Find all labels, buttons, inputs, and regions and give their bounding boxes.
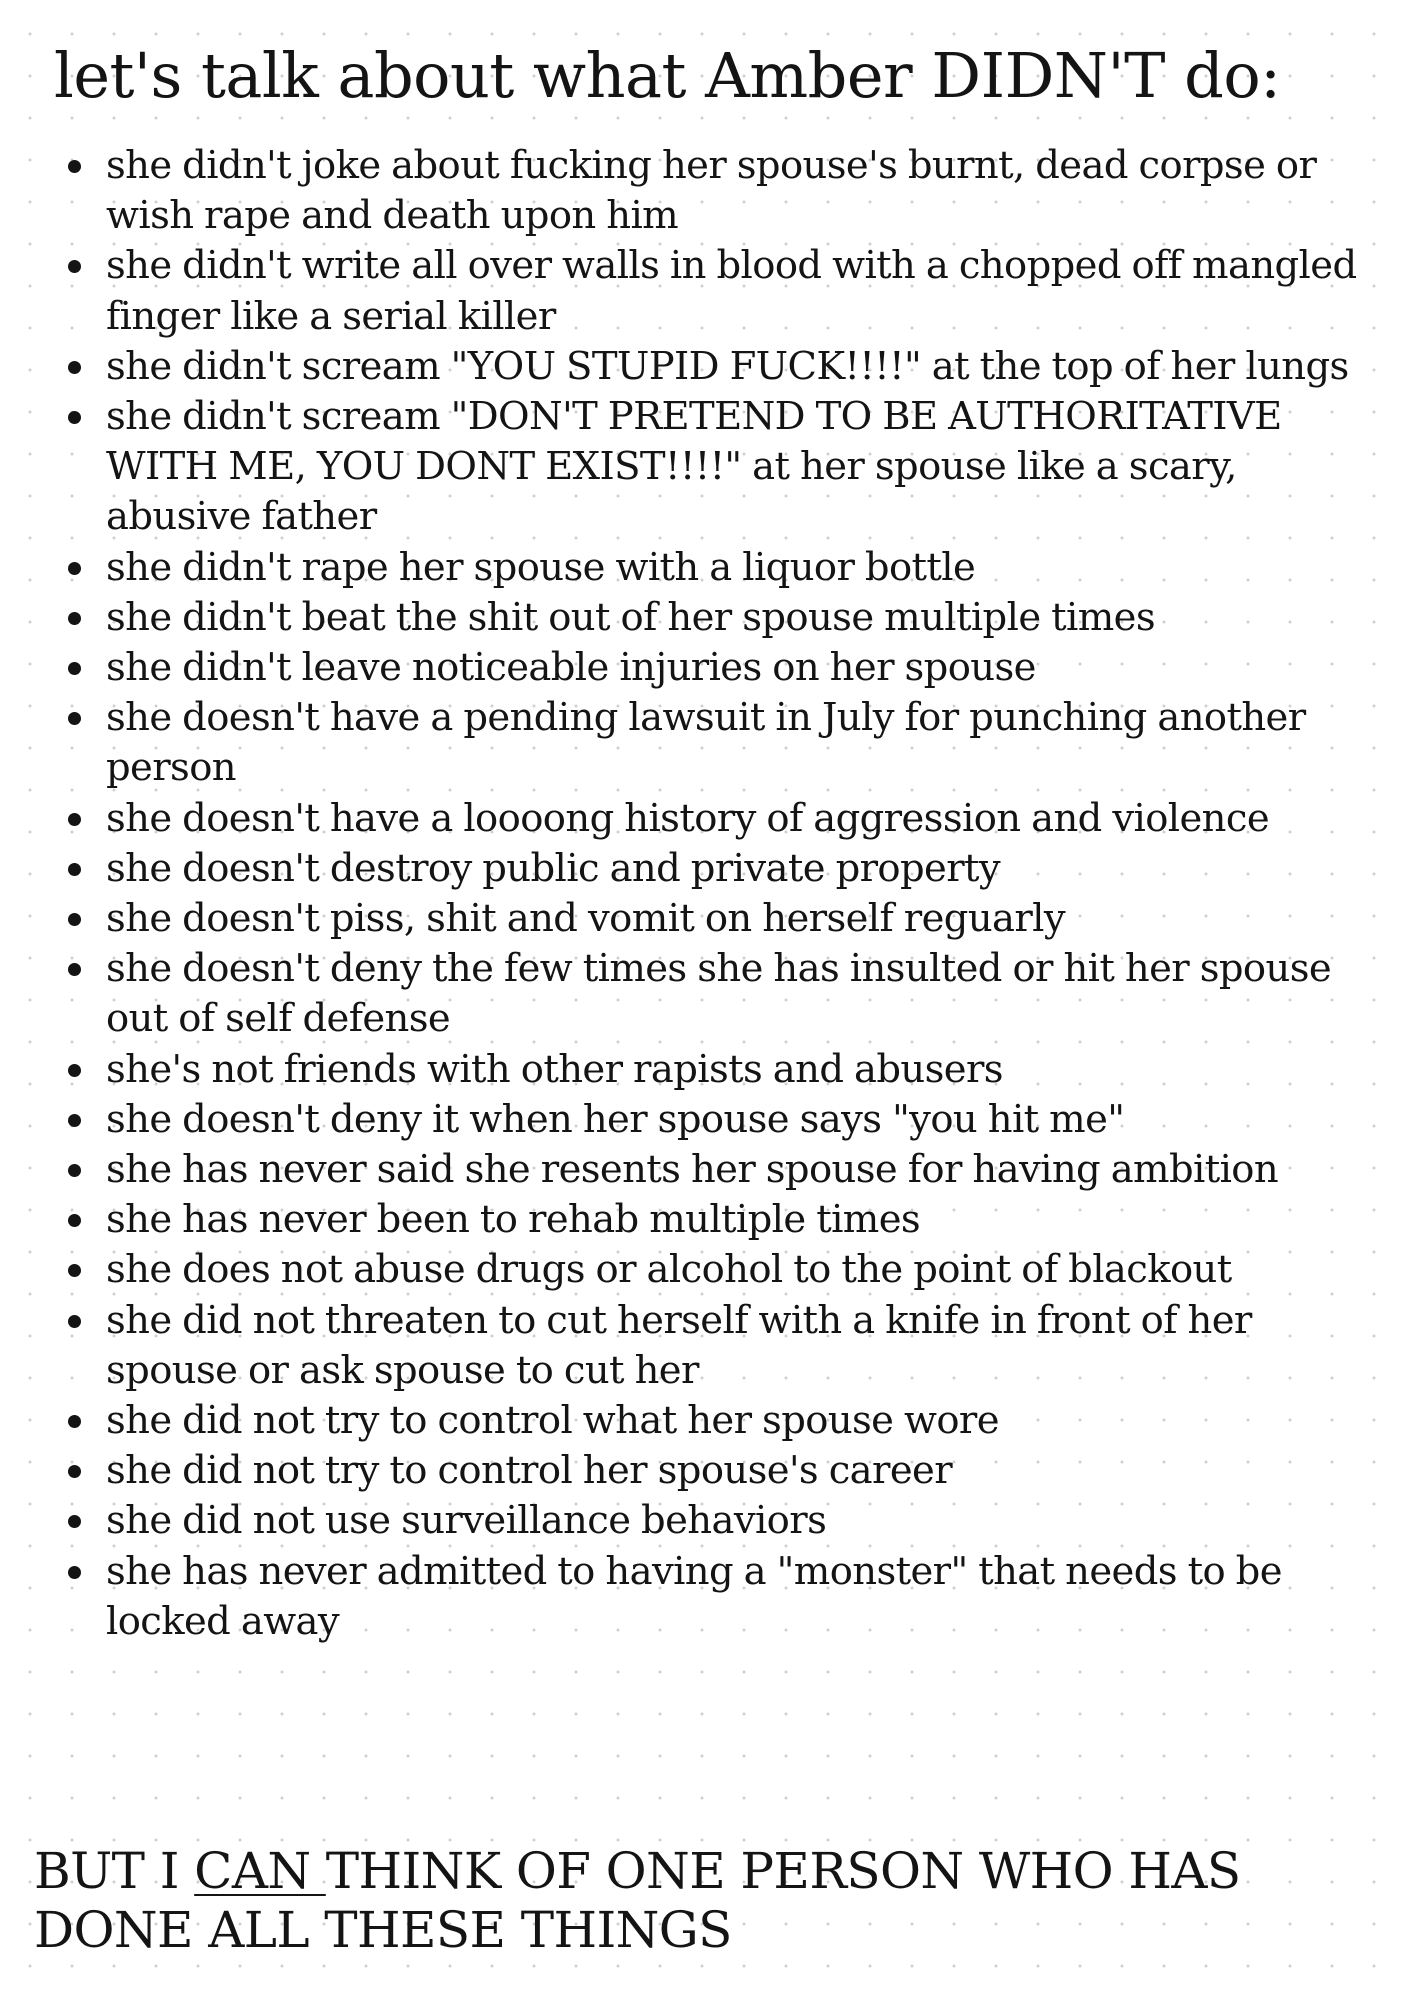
list-item-text: she did not try to control what her spouse wore [106, 1398, 999, 1444]
list-item [0, 1446, 1414, 1496]
bullet-icon [68, 411, 81, 424]
bullet-icon [68, 662, 81, 675]
bullet-icon [68, 1515, 81, 1528]
list-item-text: she has never been to rehab multiple times [106, 1197, 921, 1243]
bullet-list [0, 141, 1414, 1647]
list-item [0, 1496, 1414, 1546]
bullet-icon [68, 963, 81, 976]
list-item-text: she doesn't deny the few times she has insulted or hit her spouse out of self defense [106, 946, 1332, 1042]
bullet-icon [68, 1164, 81, 1177]
bullet-icon [68, 1064, 81, 1077]
list-item [0, 392, 1414, 543]
page-title: let's talk about what Amber DIDN'T do: [54, 39, 1281, 112]
list-item-text: she did not use surveillance behaviors [106, 1498, 827, 1544]
list-item-text: she didn't leave noticeable injuries on her spouse [106, 645, 1036, 691]
list-item-text: she didn't rape her spouse with a liquor bottle [106, 544, 976, 590]
list-item-text: she didn't beat the shit out of her spouse multiple times [106, 594, 1155, 640]
list-item [0, 1296, 1414, 1396]
bullet-icon [68, 863, 81, 876]
list-item [0, 944, 1414, 1044]
conclusion-line2: DONE ALL THESE THINGS [34, 1901, 732, 1959]
list-item-text: she didn't scream "DON'T PRETEND TO BE AUTHORITATIVE WITH ME, YOU DONT EXIST!!!!" at her spouse like a scary, abusive father [106, 394, 1282, 540]
list-item [0, 543, 1414, 593]
bullet-icon [68, 1315, 81, 1328]
list-item-text: she didn't scream "YOU STUPID FUCK!!!!" at the top of her lungs [106, 343, 1349, 389]
list-item-text: she doesn't have a loooong history of aggression and violence [106, 795, 1270, 841]
list-item [0, 1396, 1414, 1446]
bullet-icon [68, 913, 81, 926]
list-item [0, 1547, 1414, 1647]
list-item [0, 593, 1414, 643]
list-item-text: she didn't joke about fucking her spouse's burnt, dead corpse or wish rape and death upon him [106, 143, 1317, 239]
list-item-text: she has never admitted to having a "monster" that needs to be locked away [106, 1548, 1282, 1644]
list-item [0, 1245, 1414, 1295]
bullet-icon [68, 1566, 81, 1579]
list-item-text: she doesn't have a pending lawsuit in July for punching another person [106, 695, 1306, 791]
bullet-icon [68, 612, 81, 625]
list-item-text: she has never said she resents her spouse for having ambition [106, 1147, 1279, 1193]
list-item [0, 1045, 1414, 1095]
bullet-icon [68, 562, 81, 575]
list-item-text: she does not abuse drugs or alcohol to the point of blackout [106, 1247, 1232, 1293]
list-item-text: she did not try to control her spouse's career [106, 1448, 953, 1494]
list-item-text: she doesn't destroy public and private property [106, 845, 1001, 891]
list-item [0, 241, 1414, 341]
list-item-text: she doesn't piss, shit and vomit on herself reguarly [106, 896, 1066, 942]
bullet-icon [68, 361, 81, 374]
bullet-icon [68, 1264, 81, 1277]
list-item [0, 643, 1414, 693]
list-item [0, 693, 1414, 793]
list-item [0, 844, 1414, 894]
list-item [0, 894, 1414, 944]
list-item-text: she's not friends with other rapists and abusers [106, 1046, 1003, 1092]
list-item-text: she didn't write all over walls in blood with a chopped off mangled finger like a serial killer [106, 243, 1357, 339]
bullet-icon [68, 712, 81, 725]
bullet-icon [68, 1214, 81, 1227]
bullet-icon [68, 1114, 81, 1127]
conclusion-line1-before: BUT I [34, 1842, 195, 1900]
conclusion-emphasis: CAN [194, 1842, 326, 1900]
list-item [0, 342, 1414, 392]
bullet-icon [68, 1415, 81, 1428]
list-item [0, 1195, 1414, 1245]
list-item-text: she did not threaten to cut herself with a knife in front of her spouse or ask spouse to cut her [106, 1297, 1252, 1393]
list-item [0, 1145, 1414, 1195]
list-item [0, 794, 1414, 844]
list-item [0, 1095, 1414, 1145]
conclusion-text [34, 1842, 1241, 1960]
list-item-text: she doesn't deny it when her spouse says "you hit me" [106, 1096, 1125, 1142]
list-item [0, 141, 1414, 241]
bullet-icon [68, 260, 81, 273]
bullet-icon [68, 160, 81, 173]
bullet-icon [68, 813, 81, 826]
bullet-icon [68, 1465, 81, 1478]
conclusion-line1-after: THINK OF ONE PERSON WHO HAS [325, 1842, 1241, 1900]
